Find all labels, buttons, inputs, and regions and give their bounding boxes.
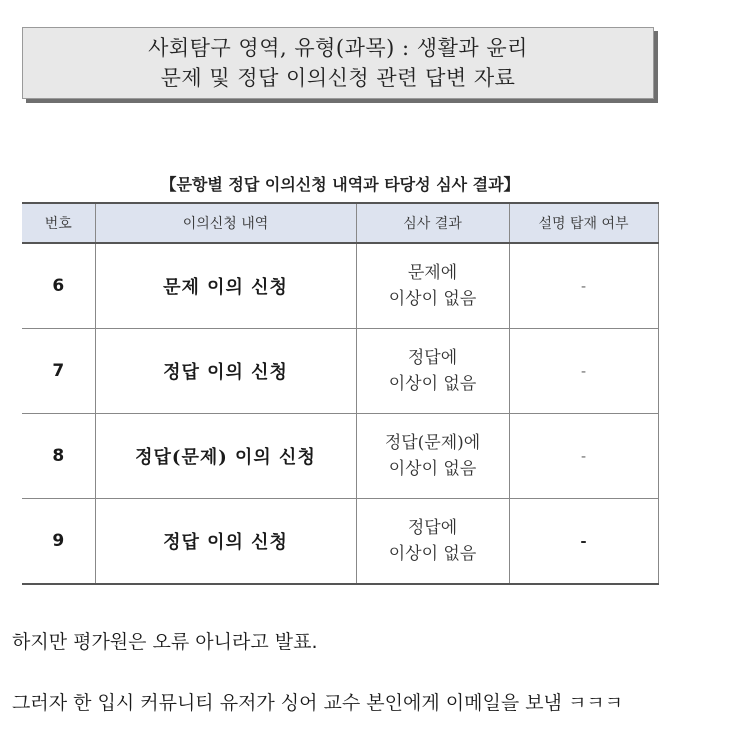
column-header-explanation: 설명 탑재 여부 (509, 203, 658, 243)
row-request: 정답 이의 신청 (95, 499, 356, 585)
title-line-1: 사회탐구 영역, 유형(과목) : 생활과 윤리 (148, 36, 528, 60)
row-number: 8 (22, 414, 95, 499)
column-header-result: 심사 결과 (356, 203, 509, 243)
result-line-1: 문제에 (407, 263, 458, 283)
result-line-2: 이상이 없음 (388, 374, 477, 394)
table-row (22, 329, 658, 414)
result-line-1: 정답(문제)에 (384, 433, 481, 453)
table-header-row (22, 203, 658, 243)
row-request: 정답(문제) 이의 신청 (95, 414, 356, 499)
row-explanation: - (509, 499, 658, 585)
column-header-request: 이의신청 내역 (95, 203, 356, 243)
row-explanation: - (509, 329, 658, 414)
body-paragraph-1: 하지만 평가원은 오류 아니라고 발표. (12, 631, 318, 653)
row-explanation: - (509, 243, 658, 329)
row-request: 정답 이의 신청 (95, 329, 356, 414)
row-result (356, 499, 509, 585)
result-line-1: 정답에 (407, 348, 458, 368)
document-title-box (22, 27, 654, 99)
row-result (356, 329, 509, 414)
table-row (22, 499, 658, 585)
row-result (356, 243, 509, 329)
row-explanation: - (509, 414, 658, 499)
result-line-2: 이상이 없음 (388, 289, 477, 309)
row-number: 7 (22, 329, 95, 414)
table-caption: 【문항별 정답 이의신청 내역과 타당성 심사 결과】 (160, 175, 520, 194)
table-row (22, 414, 658, 499)
row-result (356, 414, 509, 499)
row-request: 문제 이의 신청 (95, 243, 356, 329)
appeal-result-table (22, 202, 659, 585)
row-number: 9 (22, 499, 95, 585)
column-header-number: 번호 (22, 203, 95, 243)
result-line-2: 이상이 없음 (388, 459, 477, 479)
result-line-1: 정답에 (407, 518, 458, 538)
body-paragraph-2: 그러자 한 입시 커뮤니티 유저가 싱어 교수 본인에게 이메일을 보냄 ㅋㅋㅋ (12, 692, 624, 714)
result-line-2: 이상이 없음 (388, 544, 477, 564)
row-number: 6 (22, 243, 95, 329)
title-line-2: 문제 및 정답 이의신청 관련 답변 자료 (160, 66, 516, 90)
table-row (22, 243, 658, 329)
